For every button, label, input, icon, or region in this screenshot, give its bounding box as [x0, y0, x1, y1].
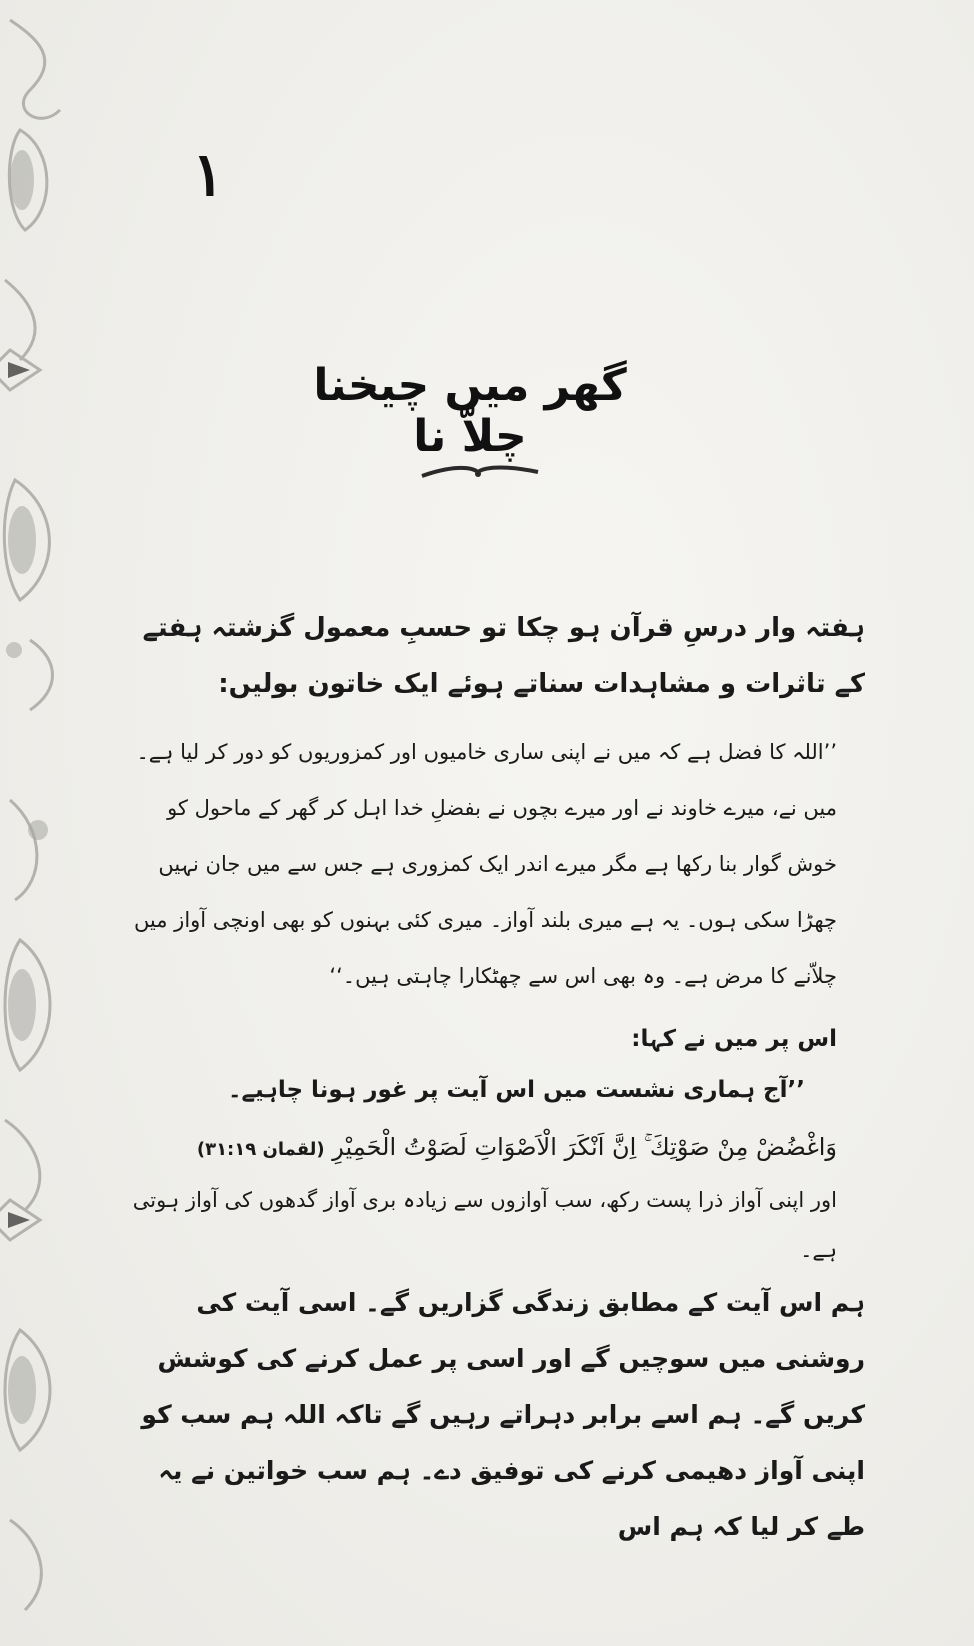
closing-paragraph: ہم اس آیت کے مطابق زندگی گزاریں گے۔ اسی آیت کی روشنی میں سوچیں گے اور اسی پر عمل کرنے کی کوشش کریں گے۔ ہم اسے برابر دہراتے رہیں گے تاکہ اللہ ہم سب کو اپنی آواز دھیمی کرنے کی توفیق دے۔ ہم سب خواتین نے یہ طے کر لیا کہ ہم اس: [141, 1288, 865, 1541]
intro-paragraph: ہفتہ وار درسِ قرآن ہو چکا تو حسبِ معمول گزشتہ ہفتے کے تاثرات و مشاہدات سناتے ہوئے ایک خاتون بولیں:: [142, 613, 865, 699]
verse-translation: اور اپنی آواز ذرا پست رکھ، سب آوازوں سے زیادہ بری آواز گدھوں کی آواز ہوتی ہے۔: [132, 1188, 837, 1262]
chapter-number: ۱: [192, 140, 225, 210]
title-flourish-ornament: [420, 462, 540, 482]
ayah-reference: (لقمان ۳۱:۱۹): [196, 1139, 325, 1160]
ayah-text: وَاغْضُضْ مِنْ صَوْتِكَ ۚ اِنَّ اَنْكَرَ الْاَصْوَاتِ لَصَوْتُ الْحَمِيْرِ: [332, 1133, 837, 1161]
quote-paragraph: ’’اللہ کا فضل ہے کہ میں نے اپنی ساری خامیوں اور کمزوریوں کو دور کر لیا ہے۔ میں نے، میرے خاوند نے اور میرے بچوں نے بفضلِ خدا اہل کر گھر کے ماحول کو خوش گوار بنا رکھا ہے مگر میرے اندر ایک کمزوری ہے جس سے میں جان نہیں چھڑا سکی ہوں۔ یہ ہے میری بلند آواز۔ میری کئی بہنوں کو بھی اونچی آواز میں چلاّنے کا مرض ہے۔ وہ بھی اس سے چھٹکارا چاہتی ہیں۔‘‘: [133, 740, 837, 988]
reply-intro: اس پر میں نے کہا:: [631, 1026, 837, 1052]
verse-intro: ’’آج ہماری نشست میں اس آیت پر غور ہونا چاہیے۔: [228, 1077, 805, 1103]
decorative-border-ornament: [0, 0, 78, 1646]
chapter-title: گھر میں چیخنا چلاّ نا: [313, 360, 627, 462]
quran-verse: [125, 1122, 865, 1175]
body-text: [125, 600, 865, 1555]
